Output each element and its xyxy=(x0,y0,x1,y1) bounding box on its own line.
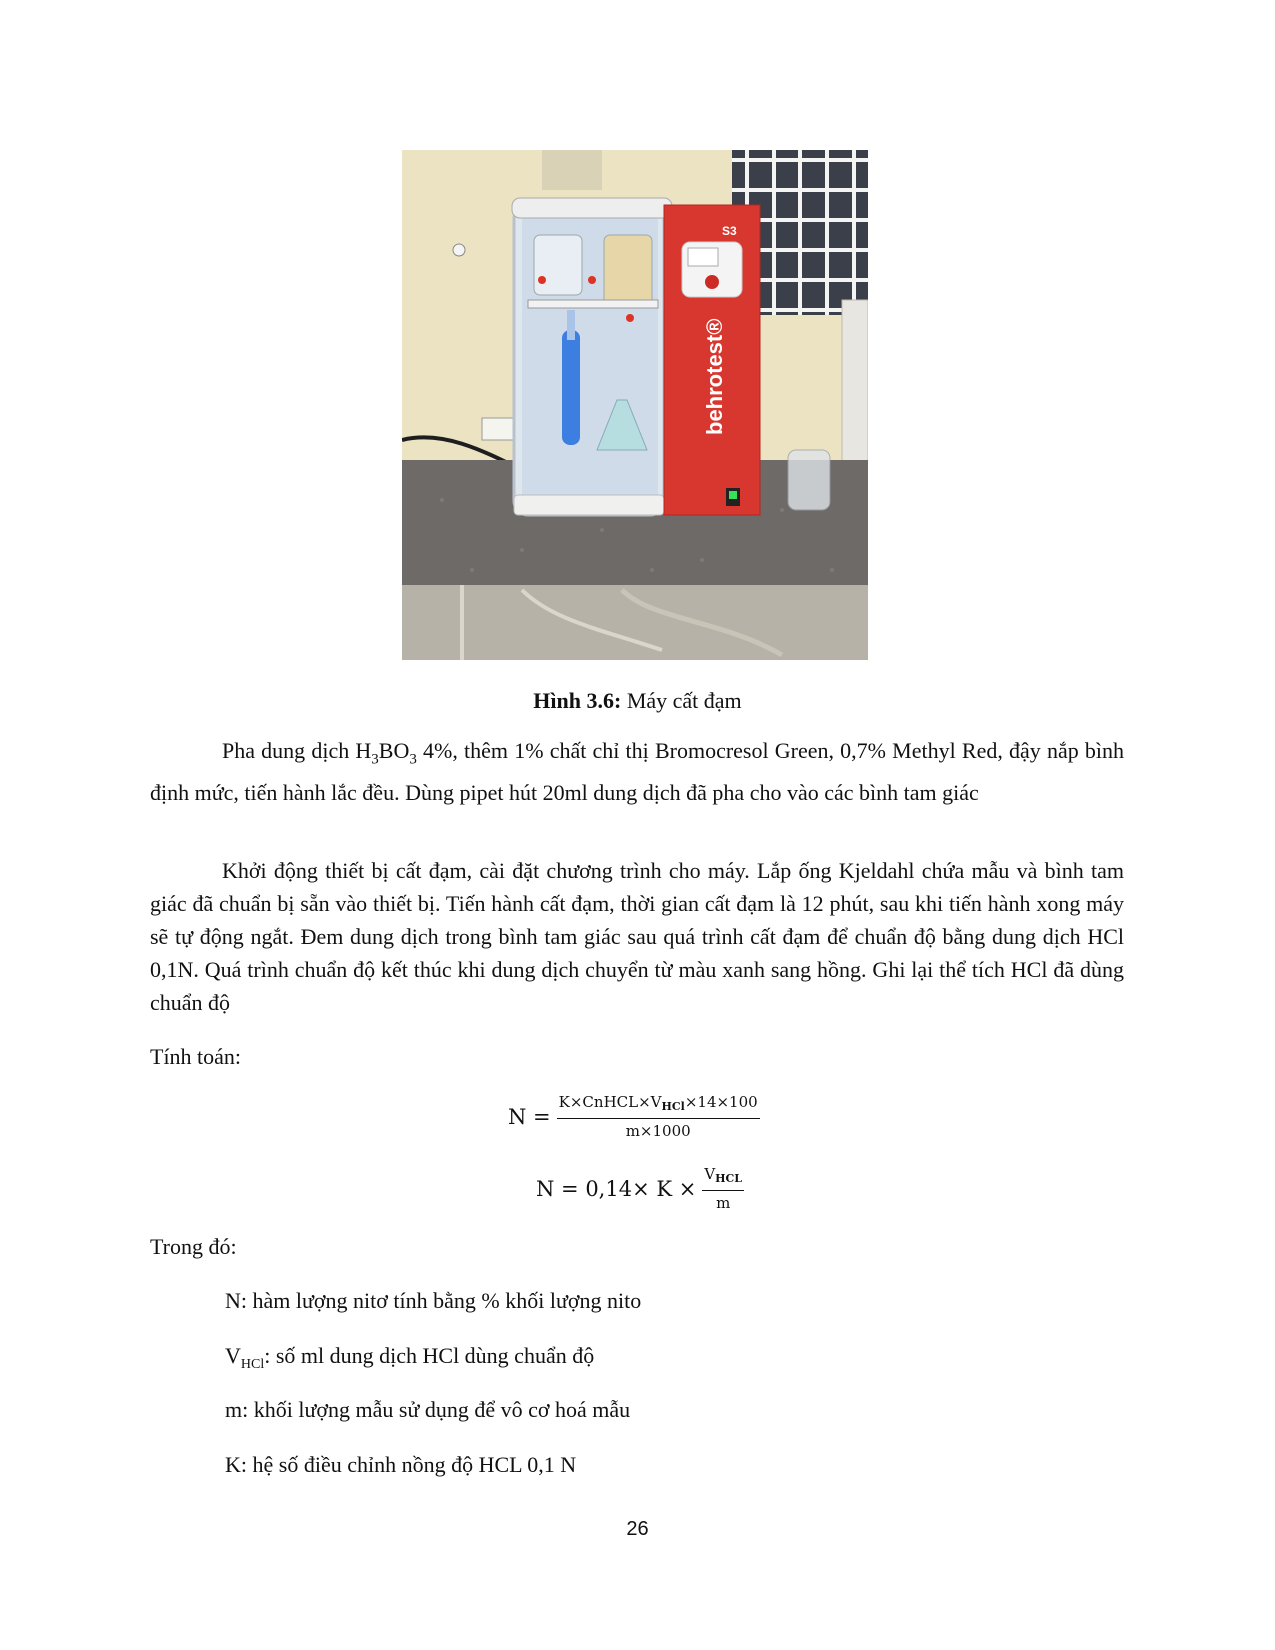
figure-caption xyxy=(0,688,1275,714)
definition-n: N: hàm lượng nitơ tính bằng % khối lượng nito xyxy=(225,1288,642,1313)
formula1-fraction xyxy=(557,1093,760,1141)
formula1-lhs: N = xyxy=(508,1105,551,1129)
formula1-numerator xyxy=(557,1093,760,1119)
formula2-lhs: N = 0,14× K × xyxy=(536,1177,697,1201)
calculation-heading: Tính toán: xyxy=(150,1044,242,1069)
p1-text-b: BO xyxy=(378,738,410,763)
formula1-num-b: ×14×100 xyxy=(684,1093,758,1111)
caption-label: Hình 3.6: xyxy=(533,688,622,713)
paragraph-preparation xyxy=(150,734,1124,809)
formula1-num-sub: HCl xyxy=(661,1100,685,1113)
formula2-numerator xyxy=(702,1165,744,1191)
definition-k: K: hệ số điều chỉnh nồng độ HCL 0,1 N xyxy=(225,1452,577,1477)
formula1-denominator: m×1000 xyxy=(625,1122,691,1140)
p1-subscript-2: 3 xyxy=(409,751,417,768)
d2-sub: HCl xyxy=(240,1357,265,1372)
device-brand-label: behrotest® xyxy=(702,318,727,435)
p1-text-c: 4%, thêm 1% chất chỉ thị Bromocresol Green, 0,7% Methyl Red, đậy nắp bình định mức, tiến hành lắc đều. Dùng pipet hút 20ml dung dịch đã pha cho vào các bình tam giác xyxy=(150,738,1125,806)
formula2-num-var: V xyxy=(704,1165,716,1183)
caption-text: Máy cất đạm xyxy=(621,688,742,713)
p1-text-a: Pha dung dịch H xyxy=(222,738,372,763)
d2-text: : số ml dung dịch HCl dùng chuẩn độ xyxy=(264,1343,595,1368)
paragraph-procedure: Khởi động thiết bị cất đạm, cài đặt chương trình cho máy. Lắp ống Kjeldahl chứa mẫu và bình tam giác đã chuẩn bị sẵn vào thiết bị. Tiến hành cất đạm, thời gian cất đạm là 12 phút, sau khi tiến hành xong máy sẽ tự động ngắt. Đem dung dịch trong bình tam giác sau quá trình cất đạm để chuẩn độ bằng dung dịch HCl 0,1N. Quá trình chuẩn độ kết thúc khi dung dịch chuyển từ màu xanh sang hồng. Ghi lại thể tích HCl đã dùng chuẩn độ xyxy=(150,858,1124,1015)
definition-m: m: khối lượng mẫu sử dụng để vô cơ hoá mẫu xyxy=(225,1397,631,1422)
formula2-denominator: m xyxy=(716,1194,731,1212)
where-heading: Trong đó: xyxy=(150,1234,237,1259)
formula-nitrogen-full xyxy=(508,1093,760,1141)
definition-vhcl xyxy=(225,1341,594,1380)
formula2-num-sub: HCL xyxy=(715,1172,743,1185)
formula-nitrogen-simplified xyxy=(536,1165,744,1213)
formula2-fraction xyxy=(702,1165,744,1213)
page-number: 26 xyxy=(626,1518,649,1540)
figure-photo-nitrogen-distiller xyxy=(402,150,868,660)
p1-subscript-1: 3 xyxy=(371,751,379,768)
device-model-label: S3 xyxy=(722,224,737,238)
d2-var: V xyxy=(225,1343,241,1368)
formula1-num-a: K×CnHCL×V xyxy=(558,1093,662,1111)
